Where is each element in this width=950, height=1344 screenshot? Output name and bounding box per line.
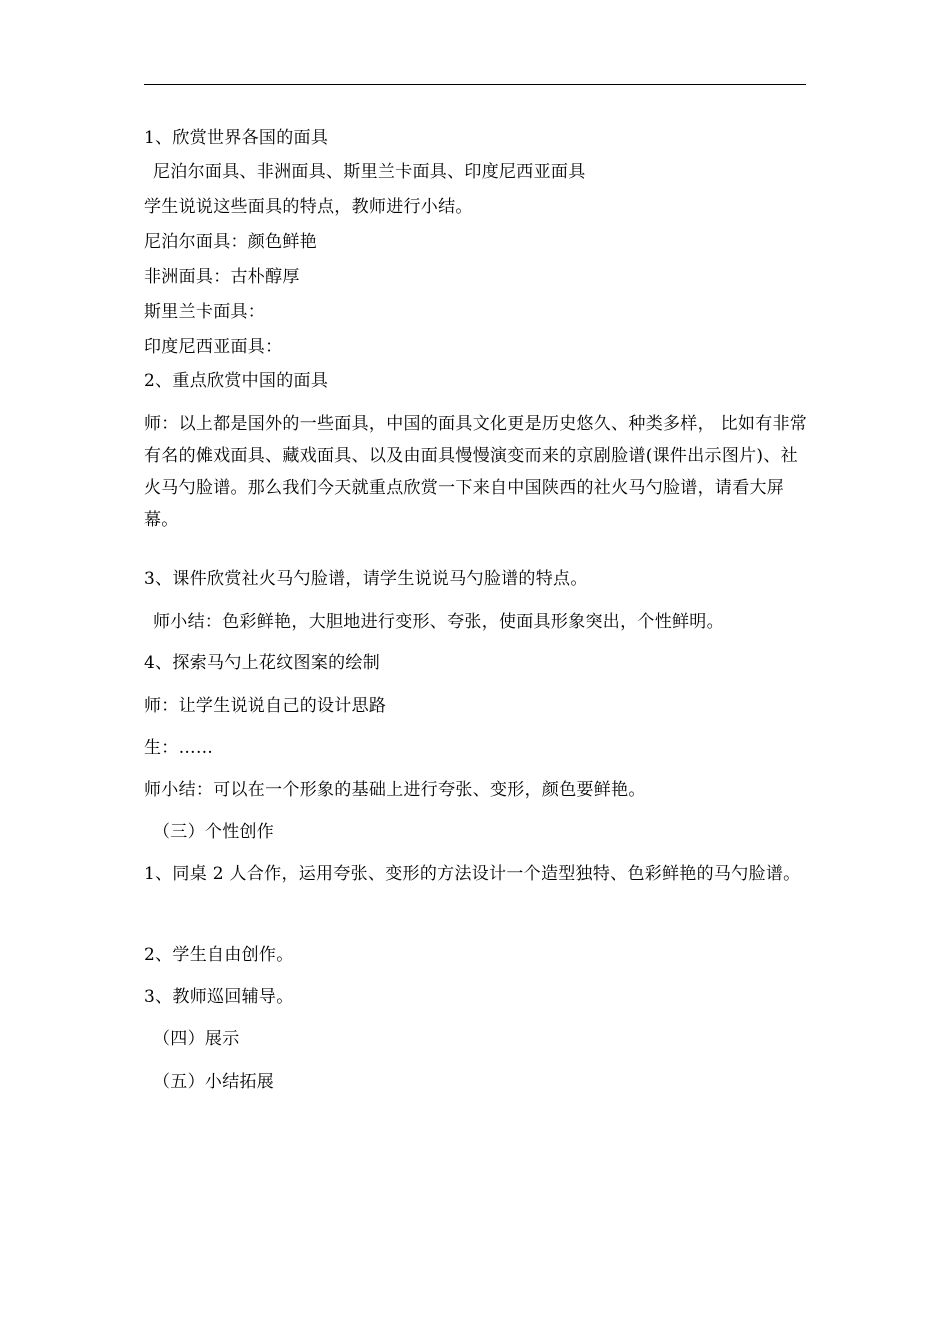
pair-work-instruction: 1、同桌 2 人合作，运用夸张、变形的方法设计一个造型独特、色彩鲜艳的马勺脸谱。 [144, 864, 801, 884]
free-creation: 2、学生自由创作。 [144, 945, 294, 965]
section-heading-summary: （五）小结拓展 [153, 1072, 275, 1092]
mask-list: 尼泊尔面具、非洲面具、斯里兰卡面具、印度尼西亚面具 [153, 162, 586, 182]
student-discussion: 学生说说这些面具的特点，教师进行小结。 [144, 197, 473, 217]
courseware-appreciation: 3、课件欣赏社火马勺脸谱，请学生说说马勺脸谱的特点。 [144, 569, 588, 589]
indonesia-mask-note: 印度尼西亚面具： [144, 337, 283, 357]
teacher-intro-paragraph: 师：以上都是国外的一些面具，中国的面具文化更是历史悠久、种类多样， 比如有非常有名的傩戏面具、藏戏面具、以及由面具慢慢演变而来的京剧脸谱(课件出示图片)、社火马勺脸谱。那么我们今天就重点欣赏一下来自中国陕西的社火马勺脸谱，请看大屏幕。 [144, 414, 808, 530]
student-response: 生：…… [144, 738, 214, 758]
teacher-summary-features: 师小结：色彩鲜艳，大胆地进行变形、夸张，使面具形象突出，个性鲜明。 [153, 612, 724, 632]
section-heading-chinese-masks: 2、重点欣赏中国的面具 [144, 371, 329, 391]
teacher-summary-exaggeration: 师小结：可以在一个形象的基础上进行夸张、变形，颜色要鲜艳。 [144, 780, 646, 800]
section-heading-foreign-masks: 1、欣赏世界各国的面具 [144, 128, 329, 148]
sri-lanka-mask-note: 斯里兰卡面具： [144, 302, 266, 322]
africa-mask-note: 非洲面具：古朴醇厚 [144, 267, 300, 287]
header-rule [144, 84, 806, 85]
nepal-mask-note: 尼泊尔面具：颜色鲜艳 [144, 232, 317, 252]
teacher-design-prompt: 师：让学生说说自己的设计思路 [144, 696, 387, 716]
section-heading-pattern-drawing: 4、探索马勺上花纹图案的绘制 [144, 653, 381, 673]
section-heading-display: （四）展示 [153, 1029, 240, 1049]
teacher-tutoring: 3、教师巡回辅导。 [144, 987, 294, 1007]
section-heading-creation: （三）个性创作 [153, 822, 275, 842]
